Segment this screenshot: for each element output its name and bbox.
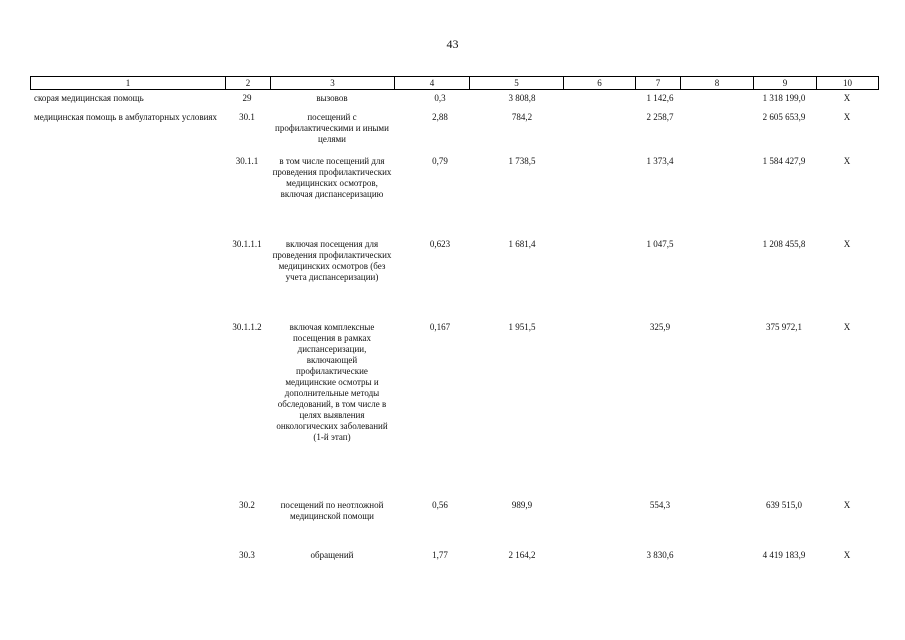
table-header	[30, 76, 879, 90]
row-norm: 0,623	[429, 239, 451, 249]
row-code: 30.1	[239, 112, 255, 122]
row-total: 639 515,0	[766, 500, 802, 510]
row-mark: Х	[843, 93, 851, 103]
row-code: 30.1.1.1	[232, 239, 262, 249]
row-code: 30.1.1	[235, 156, 259, 166]
row-code: 30.1.1.2	[232, 322, 262, 332]
row-norm: 0,167	[429, 322, 451, 332]
row-norm: 2,88	[432, 112, 448, 122]
row-unit: обращений	[310, 550, 354, 560]
header-cell-4: 4	[429, 78, 435, 88]
row-mark: Х	[843, 322, 851, 332]
page-number: 43	[446, 37, 459, 51]
row-per-capita: 1 142,6	[646, 93, 674, 103]
row-total: 1 318 199,0	[762, 93, 806, 103]
row-cost: 1 681,4	[508, 239, 536, 249]
row-code: 30.2	[239, 500, 255, 510]
row-unit: включая посещения для проведения профилактических медицинских осмотров (без учета диспансеризации)	[272, 239, 392, 282]
row-per-capita: 1 373,4	[646, 156, 674, 166]
row-mark: Х	[843, 550, 851, 560]
row-per-capita: 1 047,5	[646, 239, 674, 249]
row-total: 1 584 427,9	[762, 156, 806, 166]
row-cost: 3 808,8	[508, 93, 536, 103]
header-cell-5: 5	[514, 78, 519, 88]
row-unit: в том числе посещений для проведения профилактических медицинских осмотров, включая диспансеризацию	[272, 156, 392, 199]
row-cost: 1 951,5	[508, 322, 536, 332]
row-cost: 784,2	[511, 112, 533, 122]
header-cell-8: 8	[714, 78, 720, 88]
header-cell-9: 9	[782, 78, 788, 88]
header-cell-7: 7	[655, 78, 661, 88]
row-code: 29	[242, 93, 252, 103]
header-cell-3: 3	[330, 78, 335, 88]
row-total: 1 208 455,8	[762, 239, 806, 249]
row-mark: Х	[843, 239, 851, 249]
row-unit: вызовов	[316, 93, 348, 103]
row-name: скорая медицинская помощь	[34, 93, 144, 103]
row-mark: Х	[843, 156, 851, 166]
row-cost: 1 738,5	[508, 156, 536, 166]
row-per-capita: 554,3	[649, 500, 671, 510]
row-mark: Х	[843, 112, 851, 122]
row-norm: 0,56	[432, 500, 448, 510]
row-norm: 0,79	[432, 156, 448, 166]
header-cell-1: 1	[125, 78, 131, 88]
header-cell-10: 10	[843, 78, 852, 88]
row-norm: 0,3	[434, 93, 446, 103]
row-per-capita: 3 830,6	[646, 550, 674, 560]
header-cell-6: 6	[597, 78, 602, 88]
row-cost: 989,9	[511, 500, 533, 510]
row-total: 4 419 183,9	[762, 550, 806, 560]
row-total: 2 605 653,9	[762, 112, 806, 122]
header-cell-2: 2	[245, 78, 251, 88]
row-unit: посещений по неотложной медицинской помощи	[280, 500, 384, 521]
row-code: 30.3	[239, 550, 255, 560]
row-name: медицинская помощь в амбулаторных условиях	[34, 112, 218, 122]
row-per-capita: 2 258,7	[646, 112, 674, 122]
row-unit: включая комплексные посещения в рамках диспансеризации, включающей профилактические медицинские осмотры и дополнительные методы обследований, в том числе в целях выявления онкологических заболеваний (1-й этап)	[276, 322, 388, 442]
row-unit: посещений с профилактическими и иными целями	[275, 112, 389, 144]
row-per-capita: 325,9	[649, 322, 671, 332]
row-cost: 2 164,2	[508, 550, 536, 560]
row-total: 375 972,1	[766, 322, 802, 332]
row-mark: Х	[843, 500, 851, 510]
row-norm: 1,77	[432, 550, 448, 560]
